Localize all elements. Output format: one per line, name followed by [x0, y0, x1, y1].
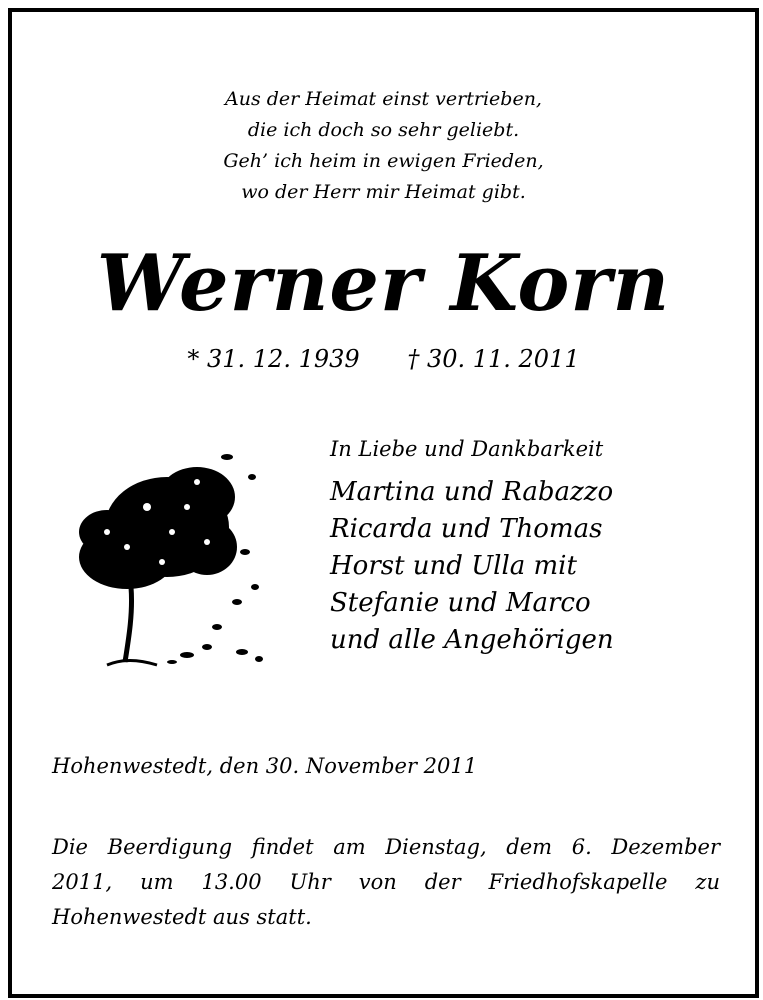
- verse-line: wo der Herr mir Heimat gibt.: [241, 181, 526, 203]
- mourner-line: Martina und Rabazzo: [330, 477, 614, 507]
- mourners-block: [330, 432, 740, 659]
- death-date: † 30. 11. 2011: [407, 345, 580, 373]
- obituary-frame: [8, 8, 759, 998]
- mourners-intro: In Liebe und Dankbarkeit: [330, 437, 604, 461]
- deceased-name: Werner Korn: [96, 238, 671, 329]
- funeral-line: 2011, um 13.00 Uhr von der Friedhofskapelle zu: [52, 870, 720, 894]
- mourner-line: und alle Angehörigen: [330, 625, 614, 655]
- windblown-tree-icon: [67, 437, 267, 677]
- funeral-line: Die Beerdigung findet am Dienstag, dem 6. Dezember: [52, 835, 720, 859]
- mourner-line: Ricarda und Thomas: [330, 514, 603, 544]
- place-and-date: Hohenwestedt, den 30. November 2011: [52, 754, 478, 778]
- verse-line: Geh’ ich heim in ewigen Frieden,: [223, 150, 544, 172]
- mourner-line: Horst und Ulla mit: [330, 551, 577, 581]
- mourners-list: [330, 474, 740, 659]
- funeral-notice: [52, 830, 720, 935]
- birth-date: * 31. 12. 1939: [187, 345, 360, 373]
- life-dates: [12, 342, 755, 376]
- memorial-verse: [12, 84, 755, 208]
- mourner-line: Stefanie und Marco: [330, 588, 591, 618]
- funeral-line: Hohenwestedt aus statt.: [52, 905, 312, 929]
- verse-line: Aus der Heimat einst vertrieben,: [225, 88, 542, 110]
- verse-line: die ich doch so sehr geliebt.: [247, 119, 520, 141]
